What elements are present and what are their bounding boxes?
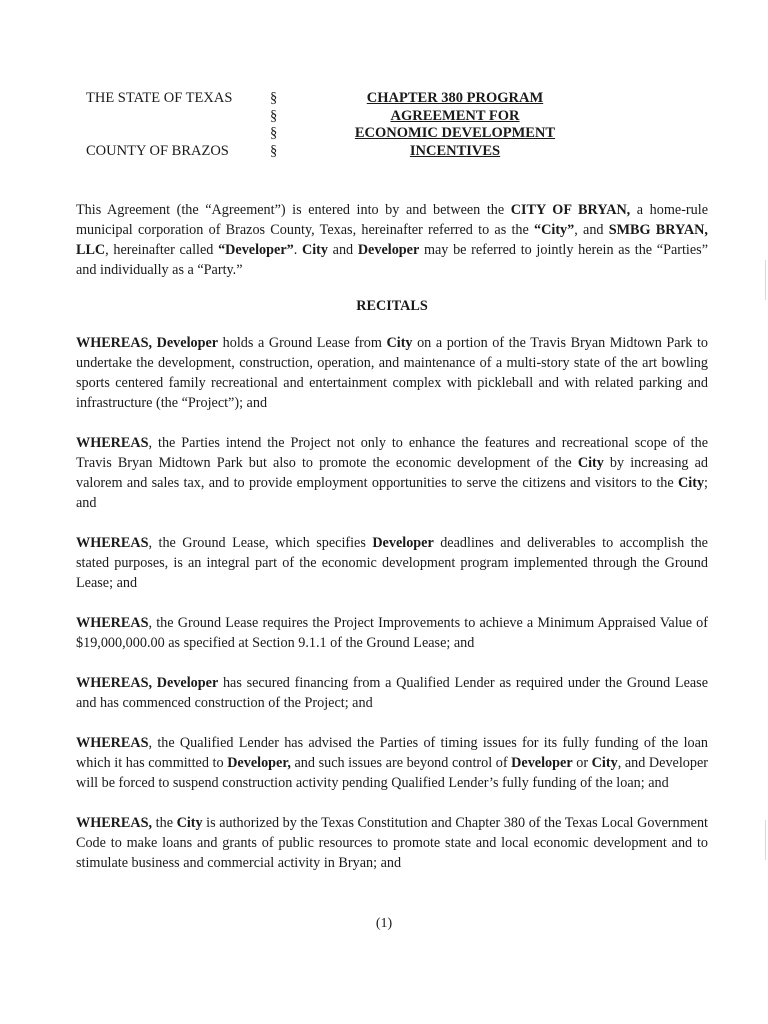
recital-paragraph: WHEREAS, the Qualified Lender has advised the Parties of timing issues for its fully funding of the loan which it has committed to Developer, and such issues are beyond control of Developer or City, and Developer will be forced to suspend construction activity pending Qualified Lender’s fully funding of the loan; and [76, 735, 709, 791]
title-line: ECONOMIC DEVELOPMENT [354, 125, 556, 141]
county-label: COUNTY OF BRAZOS [86, 143, 229, 159]
title-line: CHAPTER 380 PROGRAM [366, 90, 544, 106]
section-mark: § [270, 90, 278, 106]
title-line: AGREEMENT FOR [390, 107, 520, 124]
page-number: (1) [375, 916, 393, 931]
intro-paragraph: This Agreement (the “Agreement”) is entered into by and between the CITY OF BRYAN, a home-rule municipal corporation of Brazos County, Texas, hereinafter referred to as the “City”, and SMBG BRYAN, LLC, hereinafter called “Developer”. City and Developer may be referred to jointly herein as the “Parties” and individually as a “Party.” [76, 202, 708, 278]
scan-edge-mark [765, 260, 766, 300]
recital-paragraph: WHEREAS, Developer holds a Ground Lease from City on a portion of the Travis Bryan Midtown Park to undertake the development, construction, operation, and maintenance of a multi-story state of the art bowling sports centered family recreational and entertainment complex with pickleball and with related parking and infrastructure (the “Project”); and [76, 335, 708, 411]
scan-edge-mark [765, 820, 766, 860]
recital-paragraph: WHEREAS, the Parties intend the Project not only to enhance the features and recreational scope of the Travis Bryan Midtown Park but also to promote the economic development of the City by increasing ad valorem and sales tax, and to provide employment opportunities to serve the citizens and visitors to the City; and [76, 435, 708, 511]
section-mark: § [270, 125, 278, 141]
section-mark: § [270, 142, 278, 159]
header-jurisdiction [86, 90, 232, 160]
recital-paragraph: WHEREAS, the Ground Lease, which specifies Developer deadlines and deliverables to accomplish the stated purposes, is an integral part of the economic development program implemented through the Ground Lease; and [76, 535, 708, 591]
document-body [76, 200, 708, 893]
document-title [330, 90, 580, 160]
title-line: INCENTIVES [409, 142, 501, 159]
recital-paragraph: WHEREAS, Developer has secured financing from a Qualified Lender as required under the Ground Lease and has commenced construction of the Project; and [76, 675, 708, 711]
recital-paragraph: WHEREAS, the City is authorized by the Texas Constitution and Chapter 380 of the Texas Local Government Code to make loans and grants of public resources to promote state and local economic development and to stimulate business and commercial activity in Bryan; and [76, 815, 708, 871]
recitals-heading: RECITALS [356, 298, 428, 314]
state-label: THE STATE OF TEXAS [86, 90, 233, 106]
recital-paragraph: WHEREAS, the Ground Lease requires the Project Improvements to achieve a Minimum Appraised Value of $19,000,000.00 as specified at Section 9.1.1 of the Ground Lease; and [76, 615, 708, 651]
section-mark: § [270, 107, 278, 124]
section-marks [270, 90, 277, 160]
